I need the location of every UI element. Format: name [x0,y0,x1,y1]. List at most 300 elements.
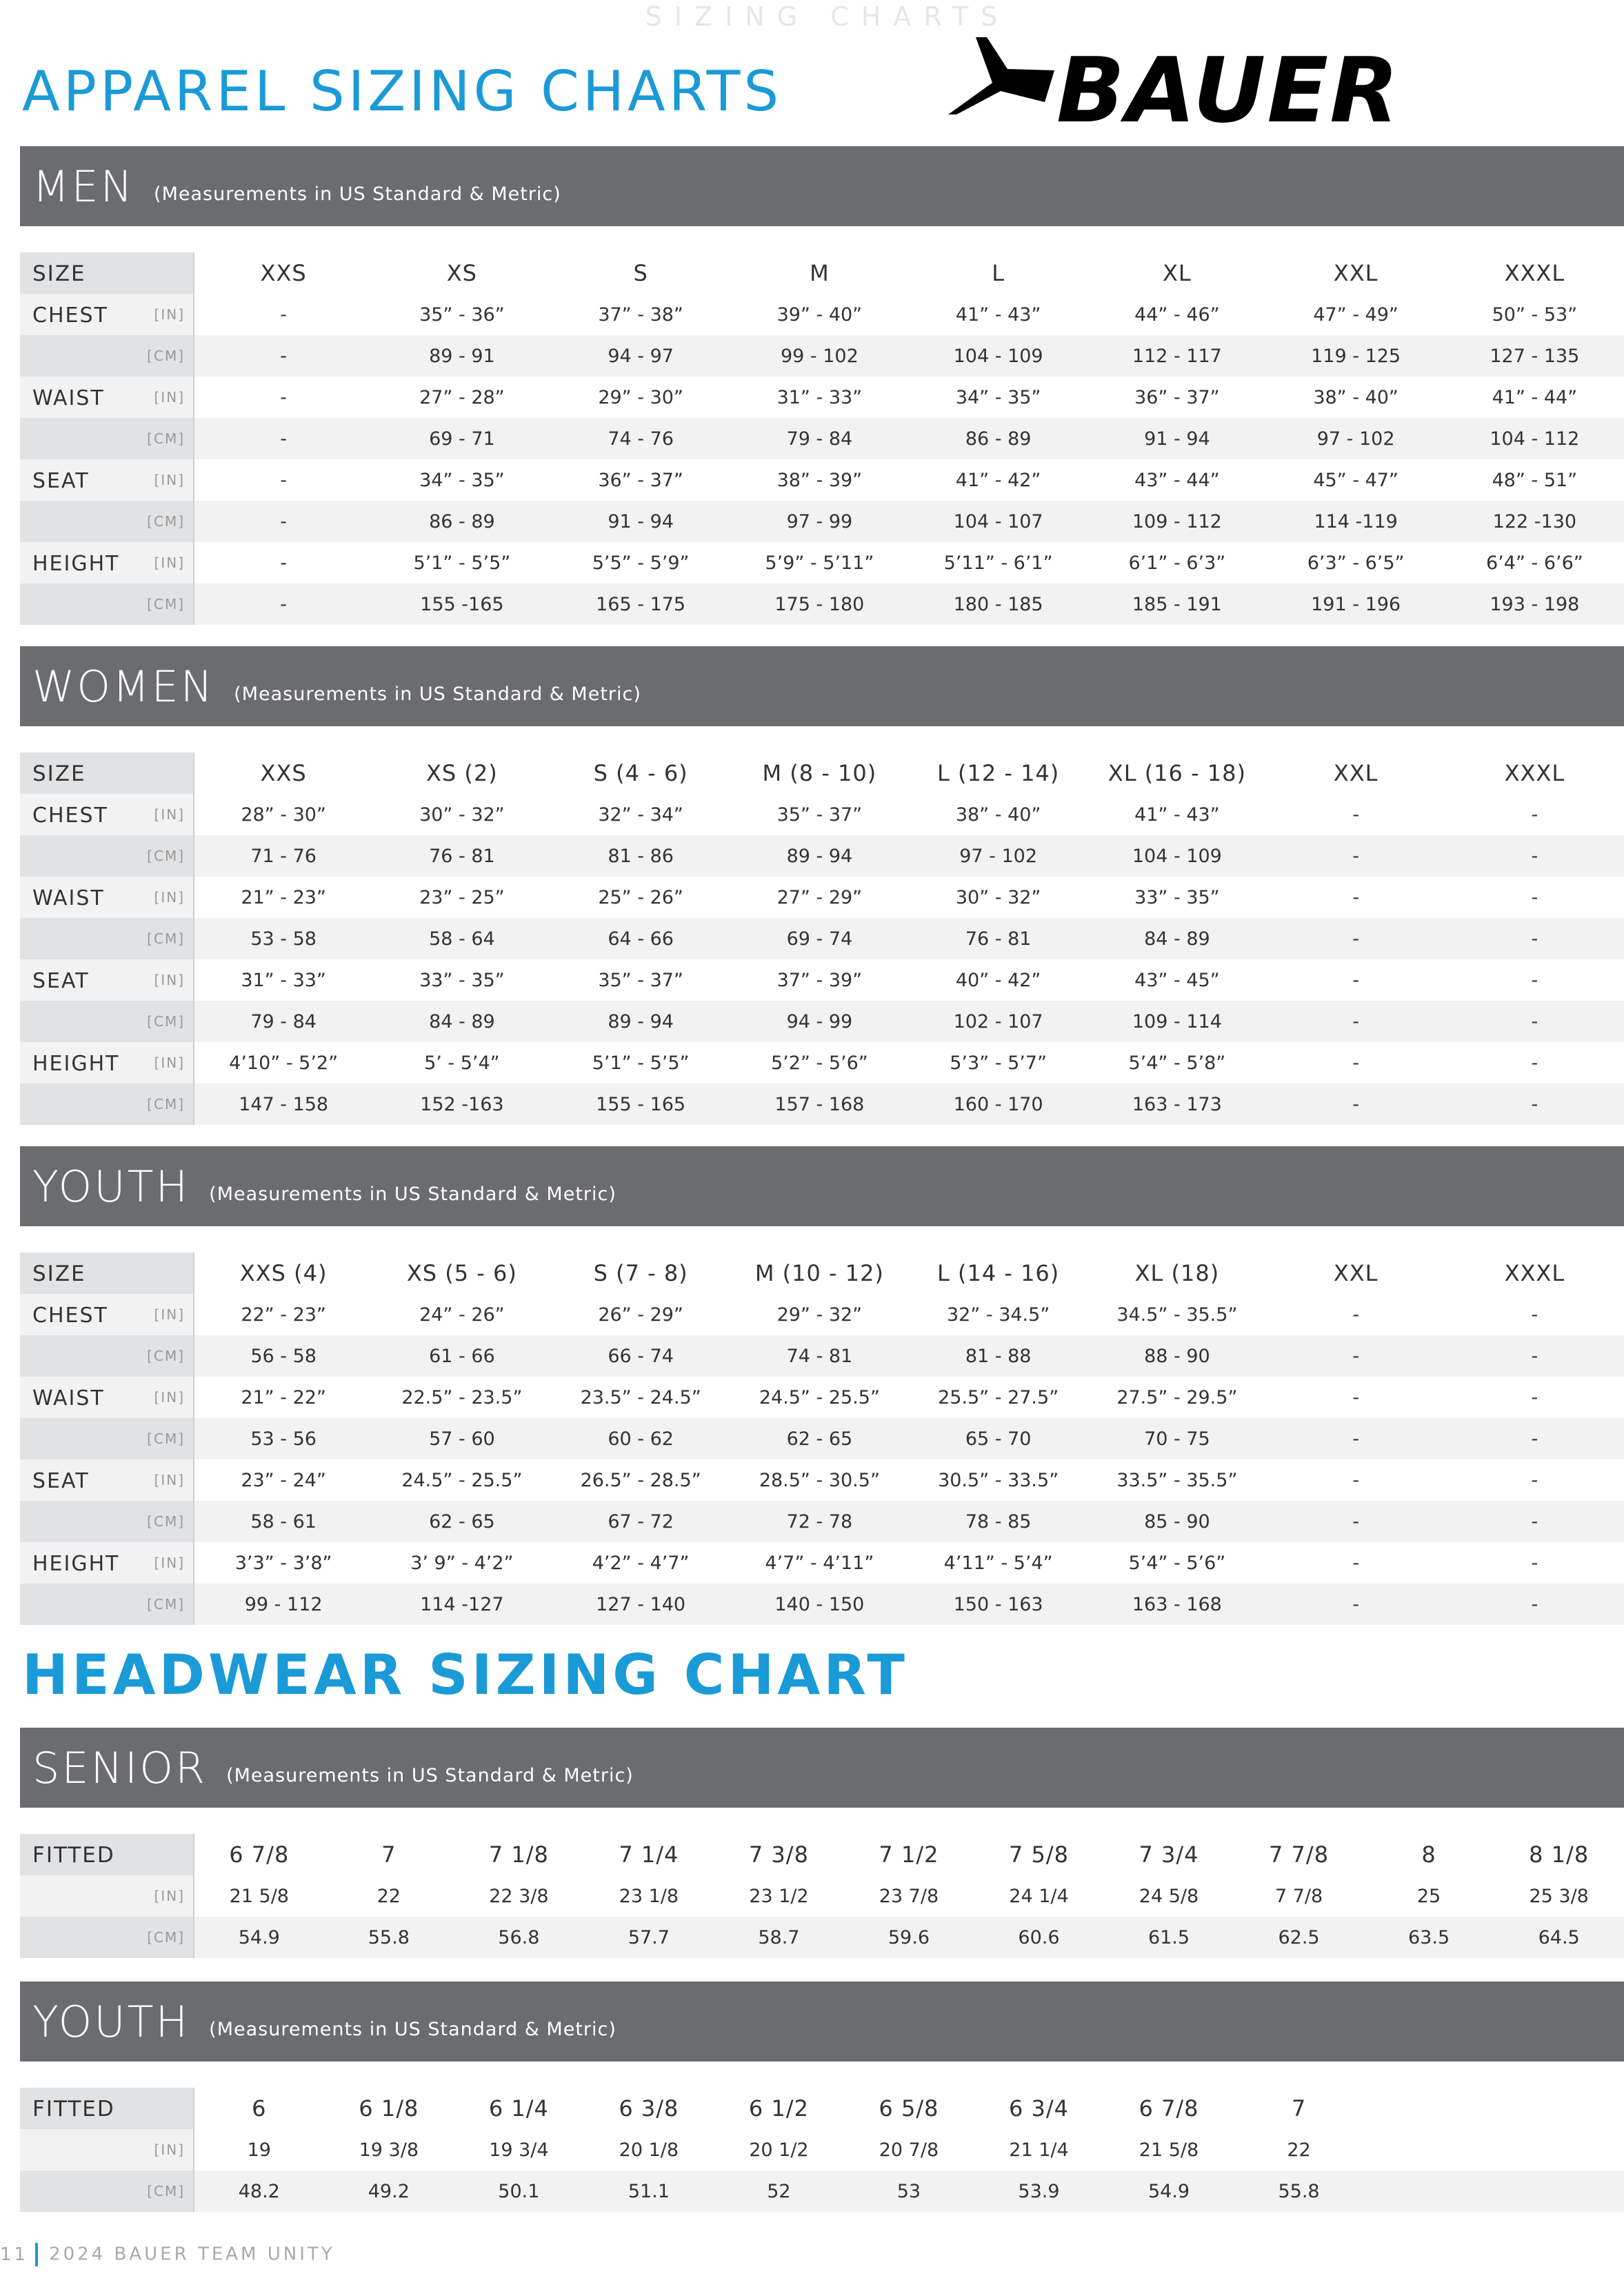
row-label-cell [20,583,194,625]
size-header-cell [1494,2088,1624,2129]
table-cell: 84 - 89 [1087,918,1266,959]
table-cell: 86 - 89 [372,501,551,542]
table-row [20,1042,1624,1084]
women-1-section-bar [20,646,1624,726]
table-row [20,1294,1624,1335]
unit-label: [CM] [147,930,185,947]
table-cell: 155 -165 [372,583,551,625]
table-row [20,1917,1624,1958]
table-row [20,835,1624,877]
table-cell: 27” - 28” [419,386,505,408]
table-cell: 54.9 [1104,2170,1234,2212]
unit-label: [CM] [147,513,185,530]
section-name: SENIOR [32,1742,208,1793]
table-cell: 31” - 33” [776,386,863,408]
headwear-title: HEADWEAR SIZING CHART [22,1643,908,1707]
table-cell: - [1352,803,1359,826]
table-cell: 5’11” - 6’1” [943,552,1053,574]
size-header-cell: S (7 - 8) [593,1260,688,1286]
table-cell: 86 - 89 [909,418,1087,459]
size-header-row [20,752,1624,794]
size-header-cell: XXL [1333,260,1379,286]
headwear-senior-size-table [20,1834,1624,1958]
table-cell: 40” - 42” [955,969,1041,991]
size-header-cell: 6 1/8 [359,2095,419,2122]
table-cell: 69 - 74 [730,918,909,959]
table-cell: 76 - 81 [909,918,1087,959]
table-cell: 25” - 26” [598,886,683,908]
table-cell: 23.5” - 24.5” [580,1386,701,1408]
headwear-youth-section-bar [20,1981,1624,2062]
table-cell: 36” - 37” [1134,386,1220,408]
table-cell: 38” - 40” [955,803,1041,826]
table-cell: 25.5” - 27.5” [938,1386,1059,1408]
section-name: YOUTH [32,1161,190,1212]
measure-label: SEAT [32,469,90,493]
table-row [20,794,1624,835]
table-cell: 24 5/8 [1139,1885,1199,1907]
men-0-section-bar [20,146,1624,226]
table-cell: - [1352,886,1359,908]
table-cell: 48” - 51” [1492,469,1578,491]
table-cell: 51.1 [584,2170,714,2212]
table-cell: 79 - 84 [194,1001,372,1042]
table-cell: 34” - 35” [955,386,1041,408]
row-label-cell [20,794,194,835]
table-cell: 25 [1416,1885,1441,1907]
table-cell: 147 - 158 [194,1084,372,1125]
size-header-cell: 7 [381,1841,397,1868]
table-cell: 57.7 [584,1917,714,1958]
size-header-cell: L (12 - 14) [936,760,1060,786]
row-label-cell [20,1875,194,1917]
row-label-cell [20,1001,194,1042]
table-cell: 53 - 56 [194,1418,372,1459]
size-header-cell: 6 7/8 [1139,2095,1199,2122]
table-cell: 175 - 180 [730,583,909,625]
table-cell: 6’1” - 6’3” [1128,552,1226,574]
size-header-cell: XXS [260,760,307,786]
unit-label: [CM] [147,596,185,612]
table-cell: - [1267,1084,1445,1125]
measure-label: CHEST [32,303,108,328]
size-header-cell: 8 [1421,1841,1436,1868]
table-cell: 79 - 84 [730,418,909,459]
section-note: (Measurements in US Standard & Metric) [209,2018,616,2040]
table-cell: - [1352,1469,1359,1491]
table-row [20,1335,1624,1377]
row-label-cell [20,335,194,377]
size-header-cell: 6 1/2 [748,2095,809,2122]
table-cell: 71 - 76 [194,835,372,877]
table-cell: 31” - 33” [241,969,326,991]
section-name: WOMEN [32,661,215,712]
table-cell: - [1267,1001,1445,1042]
table-cell: 56.8 [454,1917,584,1958]
men-0-size-table [20,252,1624,625]
table-cell: 24” - 26” [419,1304,505,1326]
unit-label: [IN] [154,2142,186,2158]
section-name: MEN [32,161,135,212]
table-cell: 160 - 170 [909,1084,1087,1125]
measure-label: CHEST [32,1304,108,1328]
size-header-cell: 7 3/8 [748,1841,809,1868]
table-cell: 112 - 117 [1087,335,1266,377]
table-cell: 165 - 175 [552,583,730,625]
table-cell: 4’11” - 5’4” [943,1552,1053,1574]
table-cell: 91 - 94 [552,501,730,542]
size-header-cell: 7 [1291,2095,1307,2122]
measure-label: CHEST [32,803,108,828]
table-cell: - [1531,1386,1538,1408]
fitted-header-label: FITTED [32,1843,115,1868]
table-cell: 6’3” - 6’5” [1307,552,1405,574]
table-cell: 5’5” - 5’9” [592,552,690,574]
table-cell: 21 5/8 [1139,2139,1199,2161]
page-footer [0,2243,335,2266]
table-cell: 33” - 35” [1134,886,1220,908]
table-cell: 4’7” - 4’11” [765,1552,874,1574]
section-name: YOUTH [32,1996,190,2047]
table-cell: 85 - 90 [1087,1501,1266,1542]
table-row [20,294,1624,335]
table-cell: 33” - 35” [419,969,505,991]
table-cell: 180 - 185 [909,583,1087,625]
table-row [20,1584,1624,1625]
row-label-cell [20,294,194,335]
table-cell: 127 - 135 [1445,335,1624,377]
table-cell: 5’ - 5’4” [424,1052,500,1074]
table-cell: 5’1” - 5’5” [413,552,511,574]
table-cell: 81 - 86 [552,835,730,877]
headwear-senior-section-bar [20,1728,1624,1808]
table-row [20,1377,1624,1418]
size-header-cell: XXL [1333,1260,1379,1286]
row-label-cell [20,1294,194,1335]
unit-label: [IN] [154,1055,185,1071]
row-label-cell [20,377,194,418]
table-cell: 76 - 81 [372,835,551,877]
table-cell: - [280,469,287,491]
table-row [20,2170,1624,2212]
page-title: APPAREL SIZING CHARTS [22,59,783,123]
table-row [20,1459,1624,1501]
table-cell: 55.8 [324,1917,454,1958]
table-cell: - [1352,969,1359,991]
table-cell: - [1531,886,1538,908]
row-label-cell [20,1418,194,1459]
table-cell: 140 - 150 [730,1584,909,1625]
measure-label: WAIST [32,386,105,410]
measure-label: SEAT [32,1469,90,1493]
table-cell: - [280,386,287,408]
table-row [20,1418,1624,1459]
size-header-cell: XXXL [1504,760,1565,786]
table-cell: 50” - 53” [1492,303,1578,326]
row-label-cell [20,1584,194,1625]
table-cell: 26” - 29” [598,1304,683,1326]
size-header-cell: XS (2) [426,760,498,786]
table-cell: 37” - 39” [776,969,863,991]
table-cell: - [1267,835,1445,877]
size-header-cell: XXXL [1504,260,1565,286]
bauer-logo-icon [941,33,1059,123]
table-cell: 21” - 23” [241,886,326,908]
table-cell: 49.2 [324,2170,454,2212]
table-cell: 4’10” - 5’2” [229,1052,339,1074]
table-cell: 114 -127 [372,1584,551,1625]
row-label-cell [20,1377,194,1418]
table-cell: 70 - 75 [1087,1418,1266,1459]
row-label-cell [20,1042,194,1084]
table-row [20,959,1624,1001]
table-cell: 20 7/8 [879,2139,939,2161]
table-cell: 33.5” - 35.5” [1116,1469,1238,1491]
table-row [20,2129,1624,2170]
table-cell: - [1531,1052,1538,1074]
unit-label: [CM] [147,430,185,447]
size-header-cell: 7 1/2 [879,1841,939,1868]
table-cell: 66 - 74 [552,1335,730,1377]
table-cell: 19 [247,2139,271,2161]
unit-label: [IN] [154,306,185,323]
table-row [20,501,1624,542]
table-cell: 62.5 [1234,1917,1364,1958]
size-header-row [20,252,1624,294]
table-cell: 152 -163 [372,1084,551,1125]
table-cell: 191 - 196 [1267,583,1445,625]
table-cell: - [194,335,372,377]
row-label-cell [20,877,194,918]
table-cell: 89 - 91 [372,335,551,377]
size-header-cell [1364,2088,1494,2129]
table-cell: - [1445,1418,1624,1459]
unit-label: [CM] [147,1430,185,1447]
headwear-youth-size-table [20,2088,1624,2212]
table-cell: 59.6 [844,1917,974,1958]
table-cell: 34.5” - 35.5” [1116,1304,1238,1326]
table-cell: 35” - 37” [598,969,683,991]
table-cell: 102 - 107 [909,1001,1087,1042]
table-cell: - [280,552,287,574]
measure-label: HEIGHT [32,1052,120,1076]
unit-label: [CM] [147,1596,185,1613]
table-cell: 5’1” - 5’5” [592,1052,690,1074]
size-header-cell: 6 3/8 [619,2095,679,2122]
unit-label: [IN] [154,1555,185,1571]
measure-label: WAIST [32,886,105,910]
footer-divider [35,2243,38,2266]
size-header-cell: 7 1/4 [619,1841,679,1868]
section-note: (Measurements in US Standard & Metric) [209,1183,616,1205]
table-cell: 23” - 25” [419,886,505,908]
table-cell: 56 - 58 [194,1335,372,1377]
size-header-cell: XL (18) [1134,1260,1220,1286]
bauer-logo-text: BAUER [1056,38,1401,143]
row-label-cell [20,835,194,877]
table-cell: 114 -119 [1267,501,1445,542]
size-header-cell: 8 1/8 [1529,1841,1590,1868]
table-row [20,335,1624,377]
measure-label: WAIST [32,1386,105,1410]
measure-label: HEIGHT [32,552,120,576]
row-label-cell [20,959,194,1001]
table-cell: 4’2” - 4’7” [592,1552,690,1574]
table-cell: 163 - 168 [1087,1584,1266,1625]
table-cell: 60 - 62 [552,1418,730,1459]
table-cell: - [1352,1052,1359,1074]
table-cell: 28.5” - 30.5” [759,1469,880,1491]
table-cell: 30.5” - 33.5” [938,1469,1059,1491]
table-cell: 58 - 61 [194,1501,372,1542]
table-cell: 61.5 [1104,1917,1234,1958]
table-cell: 20 1/8 [619,2139,679,2161]
row-label-cell [20,1084,194,1125]
youth-2-size-table [20,1252,1624,1625]
table-cell: 35” - 36” [419,303,505,326]
table-cell: 41” - 43” [1134,803,1220,826]
size-header-cell: M [810,260,830,286]
table-cell: 27” - 29” [776,886,863,908]
table-row [20,1542,1624,1584]
table-cell: 63.5 [1364,1917,1494,1958]
table-cell: 23 7/8 [879,1885,939,1907]
table-cell: 94 - 99 [730,1001,909,1042]
table-cell: - [1445,1084,1624,1125]
table-cell: 74 - 81 [730,1335,909,1377]
table-cell: 30” - 32” [955,886,1041,908]
table-cell: 127 - 140 [552,1584,730,1625]
table-cell [1494,2170,1624,2212]
table-cell: 94 - 97 [552,335,730,377]
table-cell: 5’4” - 5’8” [1128,1052,1226,1074]
row-label-cell [20,2170,194,2212]
table-cell [1364,2129,1494,2170]
size-header-cell: XL (16 - 18) [1107,760,1246,786]
fitted-header-row [20,1834,1624,1875]
size-header-cell: M (10 - 12) [754,1260,884,1286]
youth-2-section-bar [20,1146,1624,1226]
page-number: 11 [0,2244,29,2265]
unit-label: [IN] [154,1389,185,1406]
table-cell: 22.5” - 23.5” [401,1386,523,1408]
row-label-cell [20,2129,194,2170]
row-label-cell [20,1542,194,1584]
table-cell: 6’4” - 6’6” [1485,552,1583,574]
table-cell: 62 - 65 [730,1418,909,1459]
size-header-cell: S (4 - 6) [593,760,688,786]
fitted-header-label: FITTED [32,2097,115,2122]
size-header-label: SIZE [32,761,86,786]
size-header-cell: XS [446,260,477,286]
measure-label: HEIGHT [32,1552,120,1576]
fitted-header-row [20,2088,1624,2129]
table-cell: - [1352,1304,1359,1326]
table-cell: 22 [1287,2139,1311,2161]
table-cell: 29” - 32” [776,1304,863,1326]
table-cell: - [1531,969,1538,991]
row-label-cell [20,542,194,583]
size-header-label: SIZE [32,261,86,286]
table-cell: 62 - 65 [372,1501,551,1542]
table-cell: 57 - 60 [372,1418,551,1459]
table-cell: 104 - 109 [909,335,1087,377]
women-1-size-table [20,752,1624,1125]
size-header-cell: XS (5 - 6) [406,1260,517,1286]
table-cell: 47” - 49” [1313,303,1399,326]
table-cell: 185 - 191 [1087,583,1266,625]
table-cell: 35” - 37” [776,803,863,826]
size-header-cell: XXS (4) [239,1260,328,1286]
unit-label: [IN] [154,555,185,571]
table-cell: 54.9 [194,1917,324,1958]
table-cell: 122 -130 [1445,501,1624,542]
unit-label: [IN] [154,1472,185,1488]
table-cell: - [194,501,372,542]
table-cell: 41” - 42” [955,469,1041,491]
table-row [20,1875,1624,1917]
table-cell [1494,2129,1624,2170]
table-cell: 5’9” - 5’11” [765,552,874,574]
table-cell: 39” - 40” [776,303,863,326]
unit-label: [CM] [147,1929,186,1946]
unit-label: [IN] [154,1888,186,1904]
table-cell: 97 - 99 [730,501,909,542]
unit-label: [IN] [154,889,185,906]
table-cell: 104 - 107 [909,501,1087,542]
table-cell: - [1352,1386,1359,1408]
size-header-cell: 6 5/8 [879,2095,939,2122]
row-label-cell [20,1501,194,1542]
table-cell: 89 - 94 [730,835,909,877]
size-header-cell: 7 5/8 [1008,1841,1069,1868]
unit-label: [CM] [147,348,185,364]
table-cell: 81 - 88 [909,1335,1087,1377]
table-cell: 24.5” - 25.5” [401,1469,523,1491]
table-cell: - [1267,1335,1445,1377]
table-cell: 5’2” - 5’6” [770,1052,868,1074]
table-cell: 34” - 35” [419,469,505,491]
size-header-cell: M (8 - 10) [762,760,877,786]
table-cell: 27.5” - 29.5” [1116,1386,1238,1408]
table-cell: 157 - 168 [730,1084,909,1125]
table-cell: 91 - 94 [1087,418,1266,459]
table-cell: 44” - 46” [1134,303,1220,326]
size-header-cell: 6 7/8 [229,1841,290,1868]
table-cell: 53.9 [974,2170,1104,2212]
table-row [20,459,1624,501]
table-cell: - [280,303,287,326]
table-cell: - [1445,1501,1624,1542]
table-cell: - [194,418,372,459]
table-cell: 69 - 71 [372,418,551,459]
table-cell: 24 1/4 [1009,1885,1069,1907]
table-cell: 3’ 9” - 4’2” [410,1552,514,1574]
table-row [20,918,1624,959]
table-cell: 61 - 66 [372,1335,551,1377]
table-row [20,377,1624,418]
table-cell: 58.7 [714,1917,844,1958]
table-row [20,877,1624,918]
table-cell: 23 1/8 [619,1885,679,1907]
table-cell: - [194,583,372,625]
table-cell: 50.1 [454,2170,584,2212]
table-cell: - [1445,835,1624,877]
unit-label: [IN] [154,972,185,988]
table-cell: 84 - 89 [372,1001,551,1042]
table-cell: 78 - 85 [909,1501,1087,1542]
table-cell: 29” - 30” [598,386,683,408]
